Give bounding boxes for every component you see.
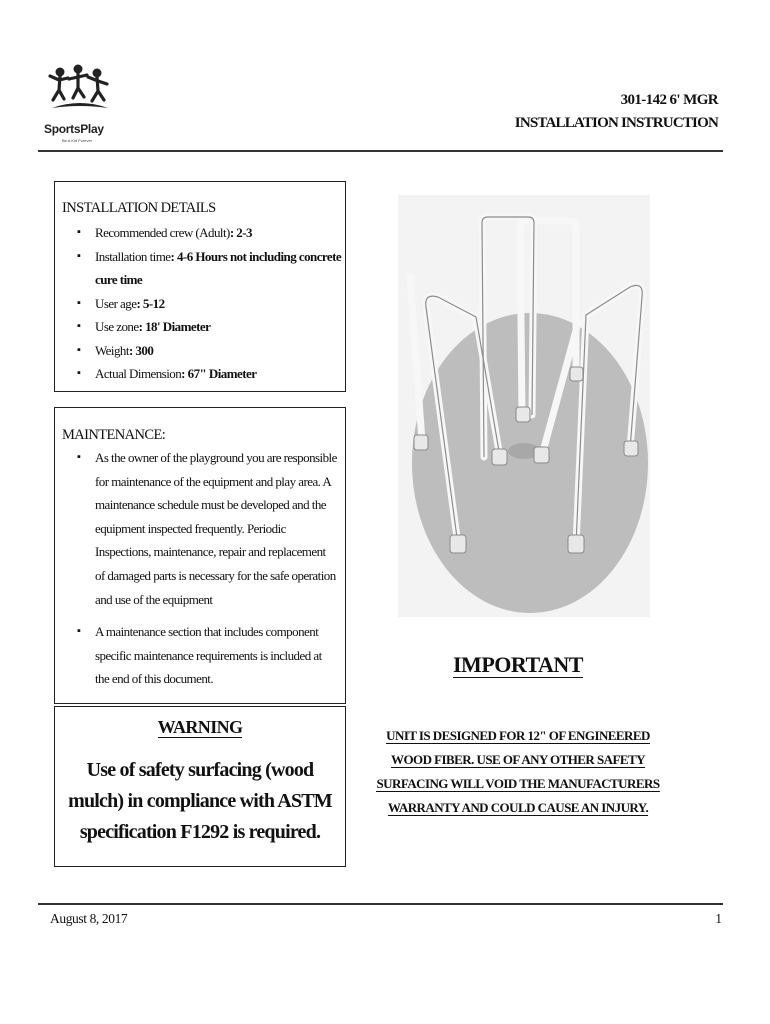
detail-item-time: ▪ Installation time: 4-6 Hours not including concrete cure time	[55, 245, 345, 292]
merry-go-round-image	[398, 195, 650, 617]
maintenance-item: ▪ A maintenance section that includes component specific maintenance requirements is included at the end of this document.	[55, 620, 345, 691]
detail-item-age: ▪ User age: 5-12	[55, 292, 345, 316]
detail-item-zone: ▪ Use zone: 18' Diameter	[55, 315, 345, 339]
installation-details-heading: INSTALLATION DETAILS	[62, 200, 216, 216]
maintenance-list	[55, 446, 345, 691]
footer-rule	[38, 903, 723, 905]
maintenance-heading: MAINTENANCE:	[62, 427, 166, 443]
warning-box	[54, 706, 346, 867]
important-text: UNIT IS DESIGNED FOR 12" OF ENGINEERED WOOD FIBER. USE OF ANY OTHER SAFETY SURFACING WILL VOID THE MANUFACTURERS WARRANTY AND COULD CAUSE AN INJURY.	[376, 728, 660, 815]
document-code: 301-142 6' MGR	[620, 92, 718, 108]
installation-details-list	[55, 221, 345, 386]
document-title: INSTALLATION INSTRUCTION	[514, 115, 718, 131]
brand-name: SportsPlay	[44, 122, 104, 136]
warning-heading: WARNING	[157, 717, 243, 737]
maintenance-item: ▪ As the owner of the playground you are responsible for maintenance of the equipment and play area. A maintenance schedule must be developed and the equipment inspected frequently. Periodic Inspections, maintenance, repair and replacement of damaged parts is necessary for the safe operation and use of the equipment	[55, 446, 345, 611]
header-rule	[38, 150, 723, 152]
important-heading: IMPORTANT	[453, 652, 583, 677]
detail-item-crew: ▪ Recommended crew (Adult): 2-3	[55, 221, 345, 245]
brand-tagline: Be A Kid Forever	[62, 138, 93, 143]
footer-date: August 8, 2017	[50, 911, 128, 926]
maintenance-box	[54, 407, 346, 704]
detail-item-dimension: ▪ Actual Dimension: 67" Diameter	[55, 362, 345, 386]
installation-details-box	[54, 181, 346, 392]
page-number: 1	[715, 911, 722, 926]
detail-item-weight: ▪ Weight: 300	[55, 339, 345, 363]
warning-text: Use of safety surfacing (wood mulch) in compliance with ASTM specification F1292 is required.	[68, 759, 332, 843]
